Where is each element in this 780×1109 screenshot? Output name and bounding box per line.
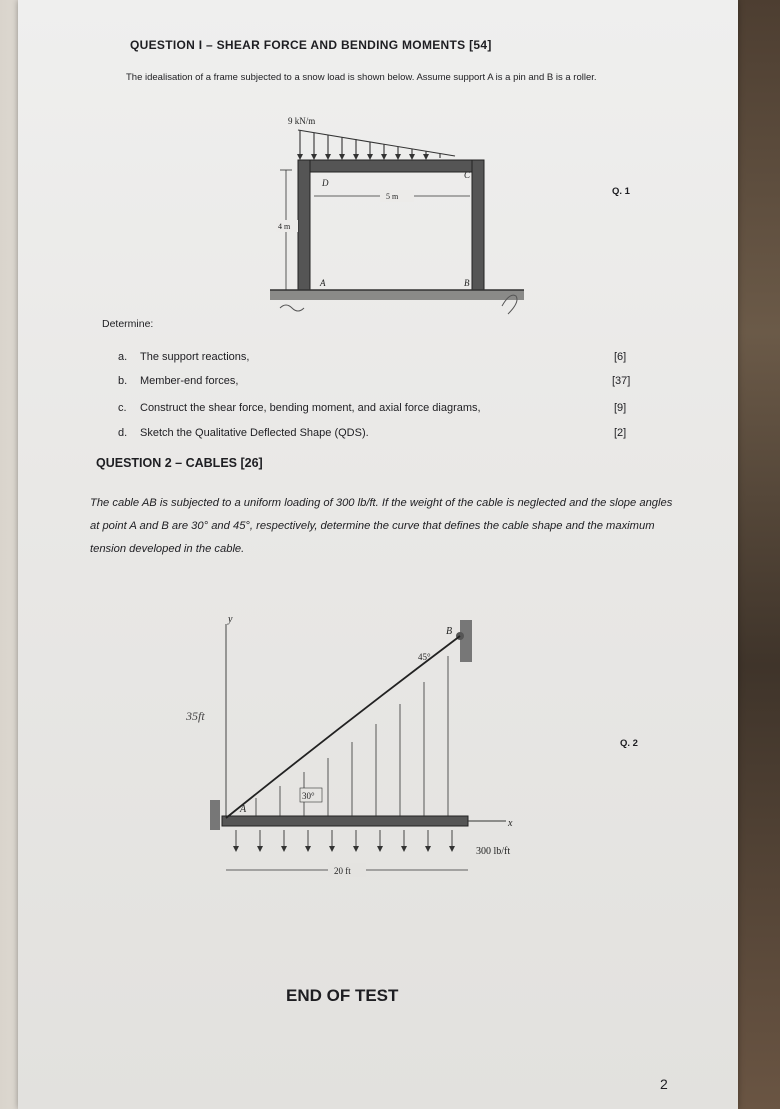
task-c-text: Construct the shear force, bending moment, and axial force diagrams,: [140, 402, 481, 414]
task-b-text: Member-end forces,: [140, 375, 239, 387]
q1-side-label: Q. 1: [612, 186, 630, 197]
node-a-label: A: [320, 278, 326, 288]
point-a-label: A: [240, 804, 247, 815]
page-number: 2: [660, 1076, 668, 1092]
column-da: [298, 160, 310, 290]
ground: [270, 290, 524, 300]
task-a: [118, 351, 249, 363]
q2-side-label: Q. 2: [620, 738, 638, 749]
cable-curve: [226, 636, 460, 818]
frame-figure: [250, 108, 540, 328]
frame-width-label: 5 m: [386, 192, 399, 201]
question-2-body: The cable AB is subjected to a uniform loading of 300 lb/ft. If the weight of the cable is neglected and the slope angles at point A and B are 30° and 45°, respectively, determine the curve that defines the cable shape and the maximum tension developed in the cable.: [90, 497, 673, 555]
task-b: [118, 375, 238, 387]
span-label: 20 ft: [334, 866, 351, 876]
node-b-label: B: [464, 278, 470, 288]
wall-b: [460, 620, 472, 662]
question-1-intro: The idealisation of a frame subjected to a snow load is shown below. Assume support A is a pin and B is a roller.: [126, 72, 597, 83]
exam-page: [18, 0, 738, 1109]
task-b-marks: [37]: [612, 375, 631, 387]
task-a-text: The support reactions,: [140, 351, 250, 363]
question-2-title: QUESTION 2 – CABLES [26]: [96, 456, 263, 470]
beam-dc: [298, 160, 484, 172]
x-axis-label: x: [508, 818, 513, 829]
handwritten-mark-a: [280, 305, 304, 311]
point-b-label: B: [446, 626, 453, 637]
cable-figure: [178, 608, 538, 898]
task-d: [118, 427, 369, 439]
column-cb: [472, 160, 484, 290]
task-c-letter: c.: [118, 402, 127, 414]
task-d-marks: [2]: [614, 427, 627, 439]
task-d-letter: d.: [118, 427, 128, 439]
task-c: [118, 402, 481, 414]
hangers: [256, 656, 448, 816]
node-d-label: D: [322, 178, 329, 188]
handwritten-note: 35ft: [186, 709, 205, 723]
task-a-letter: a.: [118, 351, 128, 363]
task-c-marks: [9]: [614, 402, 627, 414]
frame-height-label: 4 m: [278, 222, 291, 231]
deck: [222, 816, 468, 826]
task-d-text: Sketch the Qualitative Deflected Shape (QDS).: [140, 427, 369, 439]
snow-load-arrows: [298, 130, 455, 158]
task-a-marks: [6]: [614, 351, 627, 363]
determine-label: Determine:: [102, 318, 154, 330]
node-c-label: C: [464, 170, 471, 180]
angle-b-label: 45°: [418, 652, 431, 662]
angle-a-label: 30°: [302, 791, 315, 801]
end-of-test: END OF TEST: [286, 986, 399, 1005]
cable-load-label: 300 lb/ft: [476, 846, 511, 857]
question-1-title: QUESTION I – SHEAR FORCE AND BENDING MOMENTS [54]: [130, 38, 492, 52]
task-b-letter: b.: [118, 375, 128, 387]
y-axis-label: y: [228, 614, 233, 625]
frame-load-label: 9 kN/m: [288, 116, 316, 126]
deck-load-arrows: [236, 830, 452, 848]
wall-a: [210, 800, 220, 830]
